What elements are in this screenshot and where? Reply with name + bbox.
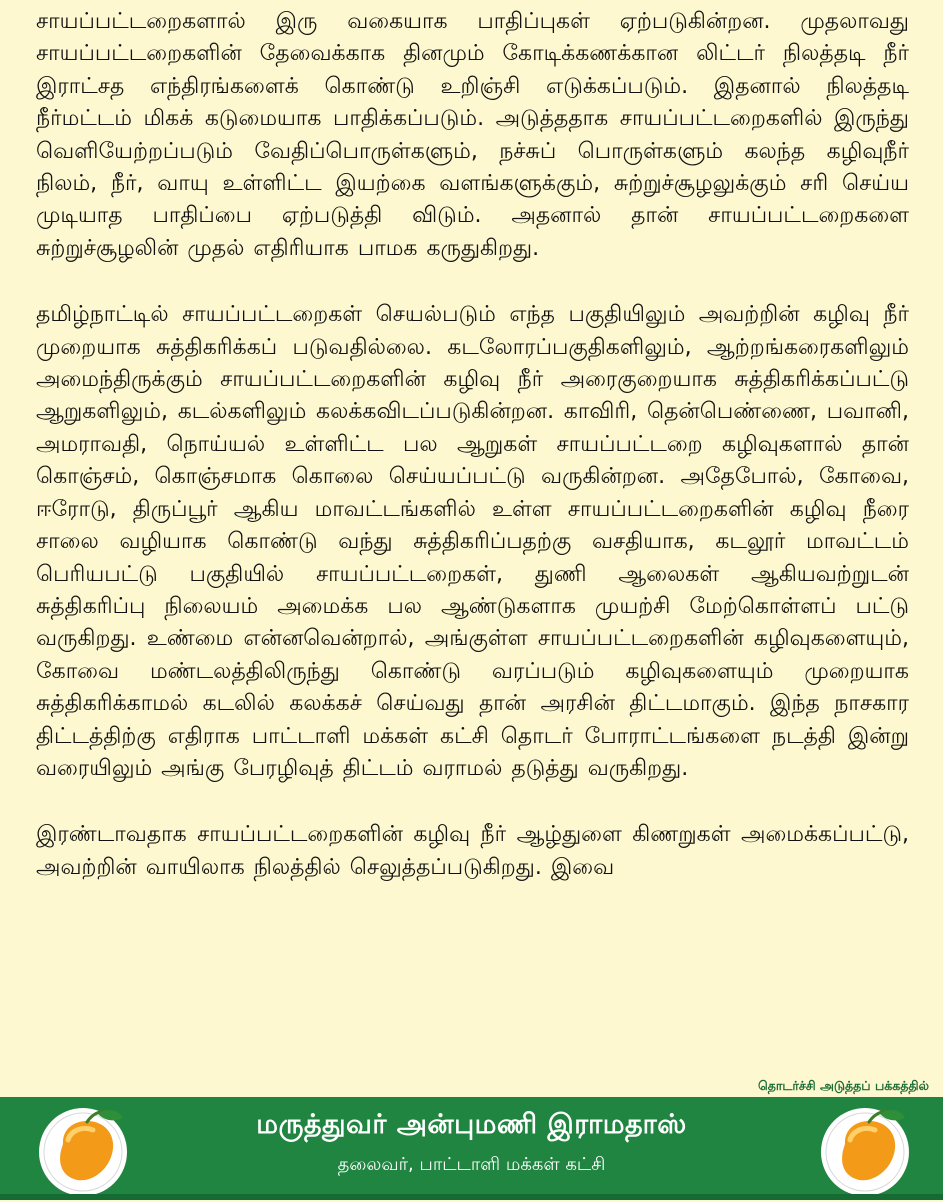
leader-name: மருத்துவர் அன்புமணி இராமதாஸ் bbox=[256, 1109, 687, 1140]
paragraph-borewells: இரண்டாவதாக சாயப்பட்டறைகளின் கழிவு நீர் ஆழ்துளை கிணறுகள் அமைக்கப்பட்டு, அவற்றின் வாயிலாக நிலத்தில் செலுத்தப்படுகிறது. இவை bbox=[36, 822, 909, 880]
right-mango-logo bbox=[819, 1106, 911, 1198]
leader-title: தலைவர், பாட்டாளி மக்கள் கட்சி bbox=[337, 1154, 606, 1175]
article-body bbox=[36, 6, 909, 884]
footer-identity bbox=[0, 1109, 943, 1177]
paragraph-tamil-nadu-waste: தமிழ்நாட்டில் சாயப்பட்டறைகள் செயல்படும் எந்த பகுதியிலும் அவற்றின் கழிவு நீர் முறையாக சுத்திகரிக்கப் படுவதில்லை. கடலோரப்பகுதிகளிலும், ஆற்றங்கரைகளிலும் அமைந்திருக்கும் சாயப்பட்டறைகளின் கழிவு நீர் அரைகுறையாக சுத்திகரிக்கப்பட்டு ஆறுகளிலும், கடல்களிலும் கலக்கவிடப்படுகின்றன. காவிரி, தென்பெண்ணை, பவானி, அமராவதி, நொய்யல் உள்ளிட்ட பல ஆறுகள் சாயப்பட்டறை கழிவுகளால் தான் கொஞ்சம், கொஞ்சமாக கொலை செய்யப்பட்டு வருகின்றன. அதேபோல், கோவை, ஈரோடு, திருப்பூர் ஆகிய மாவட்டங்களில் உள்ள சாயப்பட்டறைகளின் கழிவு நீரை சாலை வழியாக கொண்டு வந்து சுத்திகரிப்பதற்கு வசதியாக, கடலூர் மாவட்டம் பெரியபட்டு பகுதியில் சாயப்பட்டறைகள், துணி ஆலைகள் ஆகியவற்றுடன் சுத்திகரிப்பு நிலையம் அமைக்க பல ஆண்டுகளாக முயற்சி மேற்கொள்ளப் பட்டு வருகிறது. உண்மை என்னவென்றால், அங்குள்ள சாயப்பட்டறைகளின் கழிவுகளையும், கோவை மண்டலத்திலிருந்து கொண்டு வரப்படும் கழிவுகளையும் முறையாக சுத்திகரிக்காமல் கடலில் கலக்கச் செய்வது தான் அரசின் திட்டமாகும். இந்த நாசகார திட்டத்திற்கு எதிராக பாட்டாளி மக்கள் கட்சி தொடர் போராட்டங்களை நடத்தி இன்று வரையிலும் அங்கு பேரழிவுத் திட்டம் வராமல் தடுத்து வருகிறது. bbox=[36, 302, 909, 781]
continued-on-next-page-note: தொடர்ச்சி அடுத்தப் பக்கத்தில் bbox=[758, 1078, 929, 1093]
paragraph-effects: சாயப்பட்டறைகளால் இரு வகையாக பாதிப்புகள் ஏற்படுகின்றன. முதலாவது சாயப்பட்டறைகளின் தேவைக்காக தினமும் கோடிக்கணக்கான லிட்டர் நிலத்தடி நீர் இராட்சத எந்திரங்களைக் கொண்டு உறிஞ்சி எடுக்கப்படும். இதனால் நிலத்தடி நீர்மட்டம் மிகக் கடுமையாக பாதிக்கப்படும். அடுத்ததாக சாயப்பட்டறைகளில் இருந்து வெளியேற்றப்படும் வேதிப்பொருள்களும், நச்சுப் பொருள்களும் கலந்த கழிவுநீர் நிலம், நீர், வாயு உள்ளிட்ட இயற்கை வளங்களுக்கும், சுற்றுச்சூழலுக்கும் சரி செய்ய முடியாத பாதிப்பை ஏற்படுத்தி விடும். அதனால் தான் சாயப்பட்டறைகளை சுற்றுச்சூழலின் முதல் எதிரியாக பாமக கருதுகிறது. bbox=[36, 9, 909, 261]
footer-bottom-strip bbox=[0, 1194, 943, 1200]
signature-footer bbox=[0, 1097, 943, 1200]
mango-icon bbox=[819, 1106, 911, 1198]
